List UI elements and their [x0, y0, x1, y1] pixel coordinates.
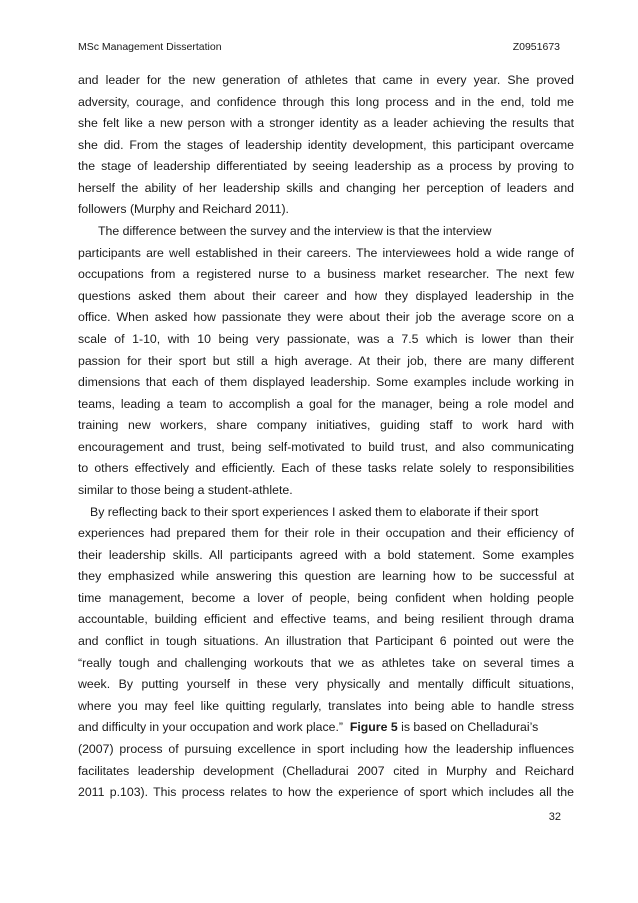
- header-student-id: Z0951673: [512, 41, 560, 53]
- text-line: where you may feel like quitting regularly, translates into being able to handle stress: [78, 698, 574, 713]
- text-line: the stage of leadership differentiated by seeing leadership as a process by proving to: [78, 159, 574, 174]
- text-line: and conflict in tough situations. An illustration that Participant 6 pointed out were the: [78, 634, 574, 649]
- text-line-figure-reference: [78, 717, 574, 739]
- text-line: adversity, courage, and confidence through this long process and in the end, told me: [78, 94, 574, 109]
- text-segment: and difficulty in your occupation and work place.”: [78, 720, 350, 735]
- text-line: participants are well established in their careers. The interviewees hold a wide range of: [78, 245, 574, 260]
- header-document-title: MSc Management Dissertation: [78, 41, 222, 53]
- text-line: experiences had prepared them for their role in their occupation and their efficiency of: [78, 526, 574, 541]
- text-line: office. When asked how passionate they were about their job the average score on a: [78, 310, 574, 325]
- text-line: followers (Murphy and Reichard 2011).: [78, 202, 289, 217]
- text-line: they emphasized while answering this question are learning how to be successful at: [78, 569, 574, 584]
- text-line: their leadership skills. All participants agreed with a bold statement. Some examples: [78, 547, 574, 562]
- text-line: time management, become a lover of people, being confident when holding people: [78, 590, 574, 605]
- text-line: By reflecting back to their sport experiences I asked them to elaborate if their sport: [90, 504, 539, 519]
- text-segment: is based on Chelladurai’s: [397, 720, 539, 735]
- text-line: facilitates leadership development (Chelladurai 2007 cited in Murphy and Reichard: [78, 763, 574, 778]
- text-line: accountable, building efficient and effective teams, and being resilient through drama: [78, 612, 574, 627]
- text-line: questions asked them about their career and how they displayed leadership in the: [78, 288, 574, 303]
- text-line: encouragement and trust, being self-motivated to build trust, and also communicating: [78, 439, 574, 454]
- text-line: and leader for the new generation of athletes that came in every year. She proved: [78, 73, 574, 87]
- text-line: she felt like a new person with a stronger identity as a leader achieving the results that: [78, 116, 574, 131]
- text-line: she did. From the stages of leadership identity development, this participant overcame: [78, 137, 574, 152]
- text-line: passion for their sport but still a high average. At their job, there are many different: [78, 353, 574, 368]
- text-line: herself the ability of her leadership skills and changing her perception of leaders and: [78, 180, 574, 195]
- page-number: 32: [548, 811, 561, 823]
- page-header: [78, 40, 560, 54]
- text-line: occupations from a registered nurse to a business market researcher. The next few: [78, 267, 574, 282]
- text-line: similar to those being a student-athlete.: [78, 482, 293, 497]
- text-line: to others effectively and efficiently. Each of these tasks relate solely to responsibilities: [78, 461, 574, 476]
- text-line: training new workers, share company initiatives, guiding staff to work hard with: [78, 418, 574, 433]
- text-line: (2007) process of pursuing excellence in sport including how the leadership influences: [78, 741, 574, 756]
- text-line: dimensions that each of them displayed leadership. Some examples include working in: [78, 375, 574, 390]
- figure-5-reference: Figure 5: [349, 720, 398, 735]
- text-line: The difference between the survey and the interview is that the interview: [98, 224, 492, 239]
- text-line: “really tough and challenging workouts that we as athletes take on several times a: [78, 655, 574, 670]
- body-text: [78, 70, 574, 804]
- text-line: 2011 p.103). This process relates to how the experience of sport which includes all the: [78, 785, 574, 800]
- text-line: teams, leading a team to accomplish a goal for the manager, being a role model and: [78, 396, 574, 411]
- text-line: scale of 1-10, with 10 being very passionate, was a 7.5 which is lower than their: [78, 331, 574, 346]
- text-line: week. By putting yourself in these very physically and mentally difficult situations,: [78, 677, 574, 692]
